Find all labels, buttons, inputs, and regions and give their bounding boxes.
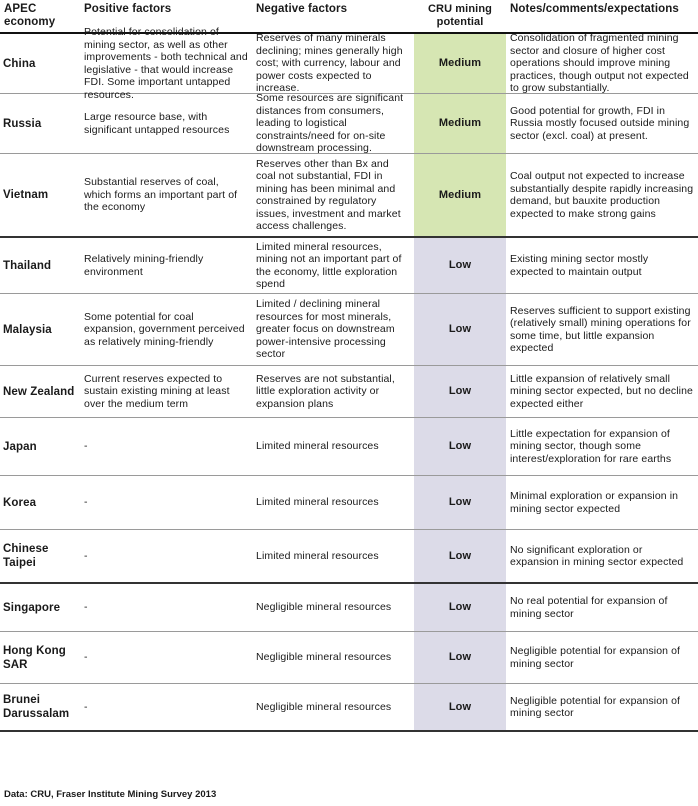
negative-factors-cell: Limited mineral resources, mining not an important part of the economy, little exploration spend	[252, 238, 414, 294]
economy-cell: Brunei Darussalam	[0, 684, 80, 732]
economy-cell: Korea	[0, 476, 80, 530]
notes-cell: Minimal exploration or expansion in mining sector expected	[506, 476, 698, 530]
economy-cell: Japan	[0, 418, 80, 476]
notes-cell: No real potential for expansion of mining sector	[506, 584, 698, 632]
economy-cell: New Zealand	[0, 366, 80, 418]
economy-cell: Thailand	[0, 238, 80, 294]
positive-factors-cell: Relatively mining-friendly environment	[80, 238, 252, 294]
notes-cell: Existing mining sector mostly expected to maintain output	[506, 238, 698, 294]
mining-potential-cell: Low	[414, 632, 506, 684]
notes-cell: Negligible potential for expansion of mining sector	[506, 684, 698, 732]
header-notes: Notes/comments/expectations	[506, 0, 698, 34]
economy-cell: Hong Kong SAR	[0, 632, 80, 684]
positive-factors-cell: Current reserves expected to sustain existing mining at least over the medium term	[80, 366, 252, 418]
mining-potential-cell: Low	[414, 238, 506, 294]
notes-cell: Reserves sufficient to support existing (relatively small) mining operations for some time, but little expansion expected	[506, 294, 698, 366]
negative-factors-cell: Reserves are not substantial, little exploration activity or expansion plans	[252, 366, 414, 418]
negative-factors-cell: Negligible mineral resources	[252, 632, 414, 684]
notes-cell: Coal output not expected to increase substantially despite rapidly increasing demand, but bauxite production expected to make strong gains	[506, 154, 698, 238]
header-economy: APEC economy	[0, 0, 80, 34]
negative-factors-cell: Some resources are significant distances from consumers, leading to logistical constraints/need for on-site downstream processing.	[252, 94, 414, 154]
notes-cell: Consolidation of fragmented mining sector and closure of higher cost operations should improve mining practices, though output not expected to grow substantially.	[506, 34, 698, 94]
positive-factors-cell: -	[80, 476, 252, 530]
economy-cell: Chinese Taipei	[0, 530, 80, 584]
mining-potential-cell: Low	[414, 366, 506, 418]
negative-factors-cell: Negligible mineral resources	[252, 684, 414, 732]
positive-factors-cell: -	[80, 530, 252, 584]
header-mining-potential: CRU mining potential	[414, 0, 506, 34]
source-note: Data: CRU, Fraser Institute Mining Survey 2013	[4, 789, 217, 800]
negative-factors-cell: Limited mineral resources	[252, 530, 414, 584]
negative-factors-cell: Reserves other than Bx and coal not substantial, FDI in mining has been minimal and constrained by regulatory issues, investment and market access challenges.	[252, 154, 414, 238]
positive-factors-cell: Large resource base, with significant untapped resources	[80, 94, 252, 154]
economy-cell: Malaysia	[0, 294, 80, 366]
header-negative-factors: Negative factors	[252, 0, 414, 34]
negative-factors-cell: Reserves of many minerals declining; mines generally high cost; with currency, labour and power costs expected to increase.	[252, 34, 414, 94]
negative-factors-cell: Negligible mineral resources	[252, 584, 414, 632]
positive-factors-cell: -	[80, 584, 252, 632]
positive-factors-cell: -	[80, 684, 252, 732]
positive-factors-cell: Some potential for coal expansion, government perceived as relatively mining-friendly	[80, 294, 252, 366]
notes-cell: Little expansion of relatively small mining sector expected, but no decline expected either	[506, 366, 698, 418]
positive-factors-cell: Substantial reserves of coal, which forms an important part of the economy	[80, 154, 252, 238]
economy-cell: Singapore	[0, 584, 80, 632]
economy-cell: China	[0, 34, 80, 94]
mining-potential-cell: Medium	[414, 34, 506, 94]
notes-cell: Negligible potential for expansion of mining sector	[506, 632, 698, 684]
notes-cell: Little expectation for expansion of mining sector, though some interest/exploration for rare earths	[506, 418, 698, 476]
mining-potential-cell: Low	[414, 530, 506, 584]
mining-potential-cell: Low	[414, 476, 506, 530]
notes-cell: No significant exploration or expansion in mining sector expected	[506, 530, 698, 584]
mining-potential-cell: Low	[414, 294, 506, 366]
positive-factors-cell: -	[80, 418, 252, 476]
mining-potential-cell: Low	[414, 684, 506, 732]
mining-potential-cell: Medium	[414, 154, 506, 238]
mining-potential-cell: Low	[414, 418, 506, 476]
negative-factors-cell: Limited mineral resources	[252, 476, 414, 530]
economy-cell: Russia	[0, 94, 80, 154]
economy-cell: Vietnam	[0, 154, 80, 238]
negative-factors-cell: Limited mineral resources	[252, 418, 414, 476]
negative-factors-cell: Limited / declining mineral resources for most minerals, greater focus on downstream power-intensive processing sector	[252, 294, 414, 366]
positive-factors-cell: Potential for consolidation of mining sector, as well as other improvements - both technical and legislative - that would increase FDI. Some important untapped resources.	[80, 34, 252, 94]
mining-potential-cell: Medium	[414, 94, 506, 154]
notes-cell: Good potential for growth, FDI in Russia mostly focused outside mining sector (excl. coal) at present.	[506, 94, 698, 154]
header-positive-factors: Positive factors	[80, 0, 252, 34]
mining-potential-cell: Low	[414, 584, 506, 632]
positive-factors-cell: -	[80, 632, 252, 684]
